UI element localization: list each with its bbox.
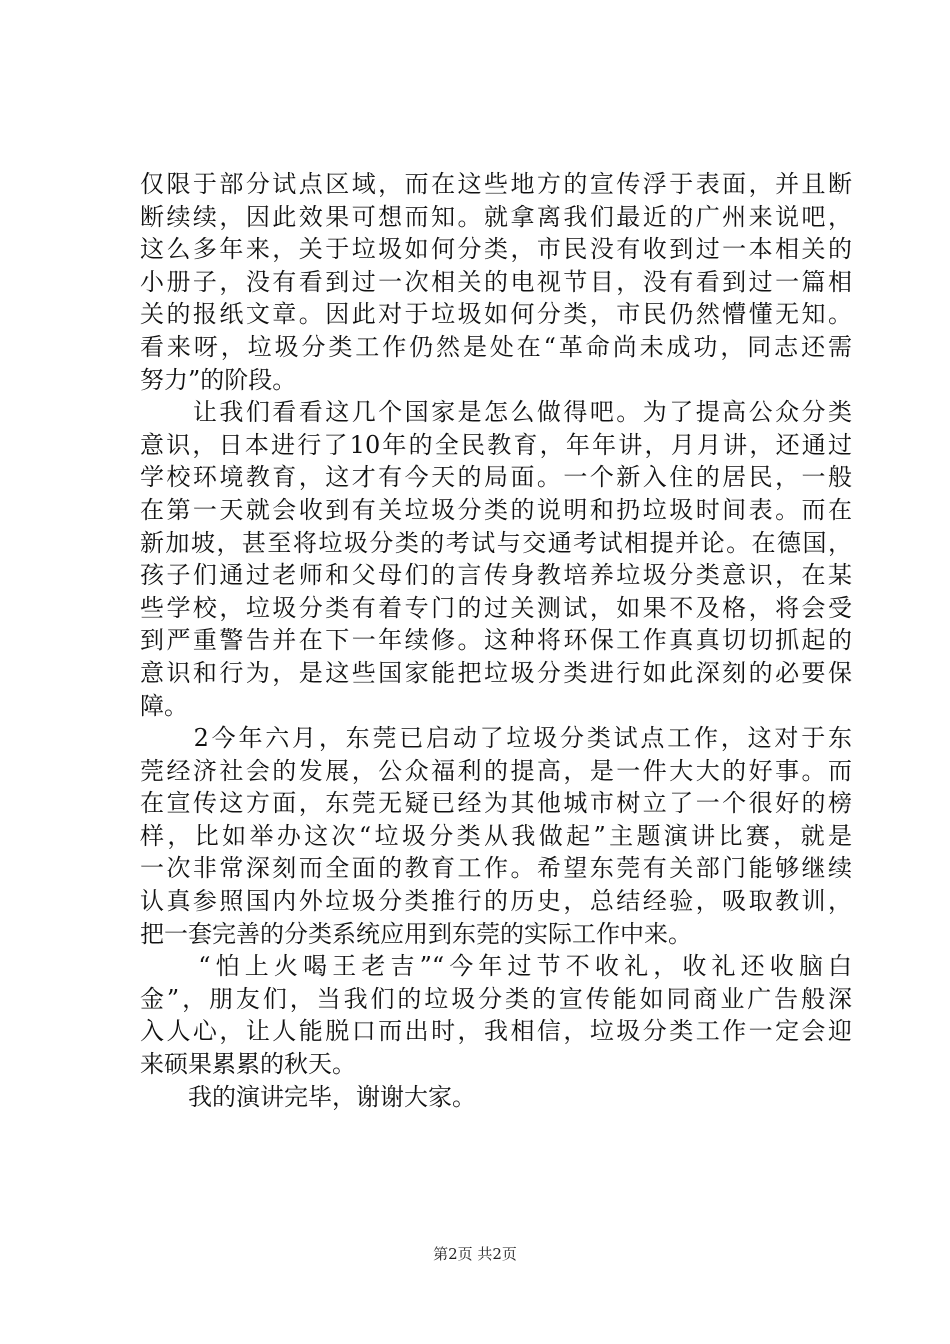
text-line: 来硕果累累的秋天。 [140,1050,356,1079]
text-line: 在宣传这方面，东莞无疑已经为其他城市树立了一个很好的榜 [140,789,852,818]
speech-body-text [140,168,852,1113]
text-line: 障。 [140,691,188,720]
text-line: 这么多年来，关于垃圾如何分类，市民没有收到过一本相关的 [140,235,852,264]
text-line: 入人心，让人能脱口而出时，我相信，垃圾分类工作一定会迎 [140,1017,852,1046]
text-line: 仅限于部分试点区域，而在这些地方的宣传浮于表面，并且断 [140,170,852,198]
page-number-footer: 第2页 共2页 [433,1245,517,1263]
text-line: 让我们看看这几个国家是怎么做得吧。为了提高公众分类 [140,398,852,427]
text-line: 学校环境教育，这才有今天的局面。一个新入住的居民，一般 [140,463,852,492]
text-line: 小册子，没有看到过一次相关的电视节目，没有看到过一篇相 [140,267,852,296]
text-line: “怕上火喝王老吉”“今年过节不收礼，收礼还收脑白 [140,952,852,981]
text-line: 莞经济社会的发展，公众福利的提高，是一件大大的好事。而 [140,756,852,785]
text-line: 一次非常深刻而全面的教育工作。希望东莞有关部门能够继续 [140,854,852,883]
text-line: 断续续，因此效果可想而知。就拿离我们最近的广州来说吧， [140,202,852,231]
text-line: 些学校，垃圾分类有着专门的过关测试，如果不及格，将会受 [140,593,852,622]
text-line: 关的报纸文章。因此对于垃圾如何分类，市民仍然懵懂无知。 [140,300,852,329]
text-line: 看来呀，垃圾分类工作仍然是处在“革命尚未成功，同志还需 [140,332,852,361]
text-line: 意识和行为，是这些国家能把垃圾分类进行如此深刻的必要保 [140,658,852,687]
text-line: 新加坡，甚至将垃圾分类的考试与交通考试相提并论。在德国， [140,528,852,557]
text-line: 孩子们通过老师和父母们的言传身教培养垃圾分类意识，在某 [140,561,852,590]
text-line: 在第一天就会收到有关垃圾分类的说明和扔垃圾时间表。而在 [140,495,852,524]
text-line: 我的演讲完毕，谢谢大家。 [140,1082,476,1111]
text-line: 认真参照国内外垃圾分类推行的历史，总结经验，吸取教训， [140,887,852,916]
text-line: 意识，日本进行了10年的全民教育，年年讲，月月讲，还通过 [140,430,852,459]
text-line: 金”，朋友们，当我们的垃圾分类的宣传能如同商业广告般深 [140,984,852,1013]
text-line: 把一套完善的分类系统应用到东莞的实际工作中来。 [140,919,692,948]
text-line: 样，比如举办这次“垃圾分类从我做起”主题演讲比赛，就是 [140,821,852,850]
text-line: 到严重警告并在下一年续修。这种将环保工作真真切切抓起的 [140,626,852,655]
text-line: 努力”的阶段。 [140,365,297,394]
text-line: 2今年六月，东莞已启动了垃圾分类试点工作，这对于东 [140,724,852,753]
